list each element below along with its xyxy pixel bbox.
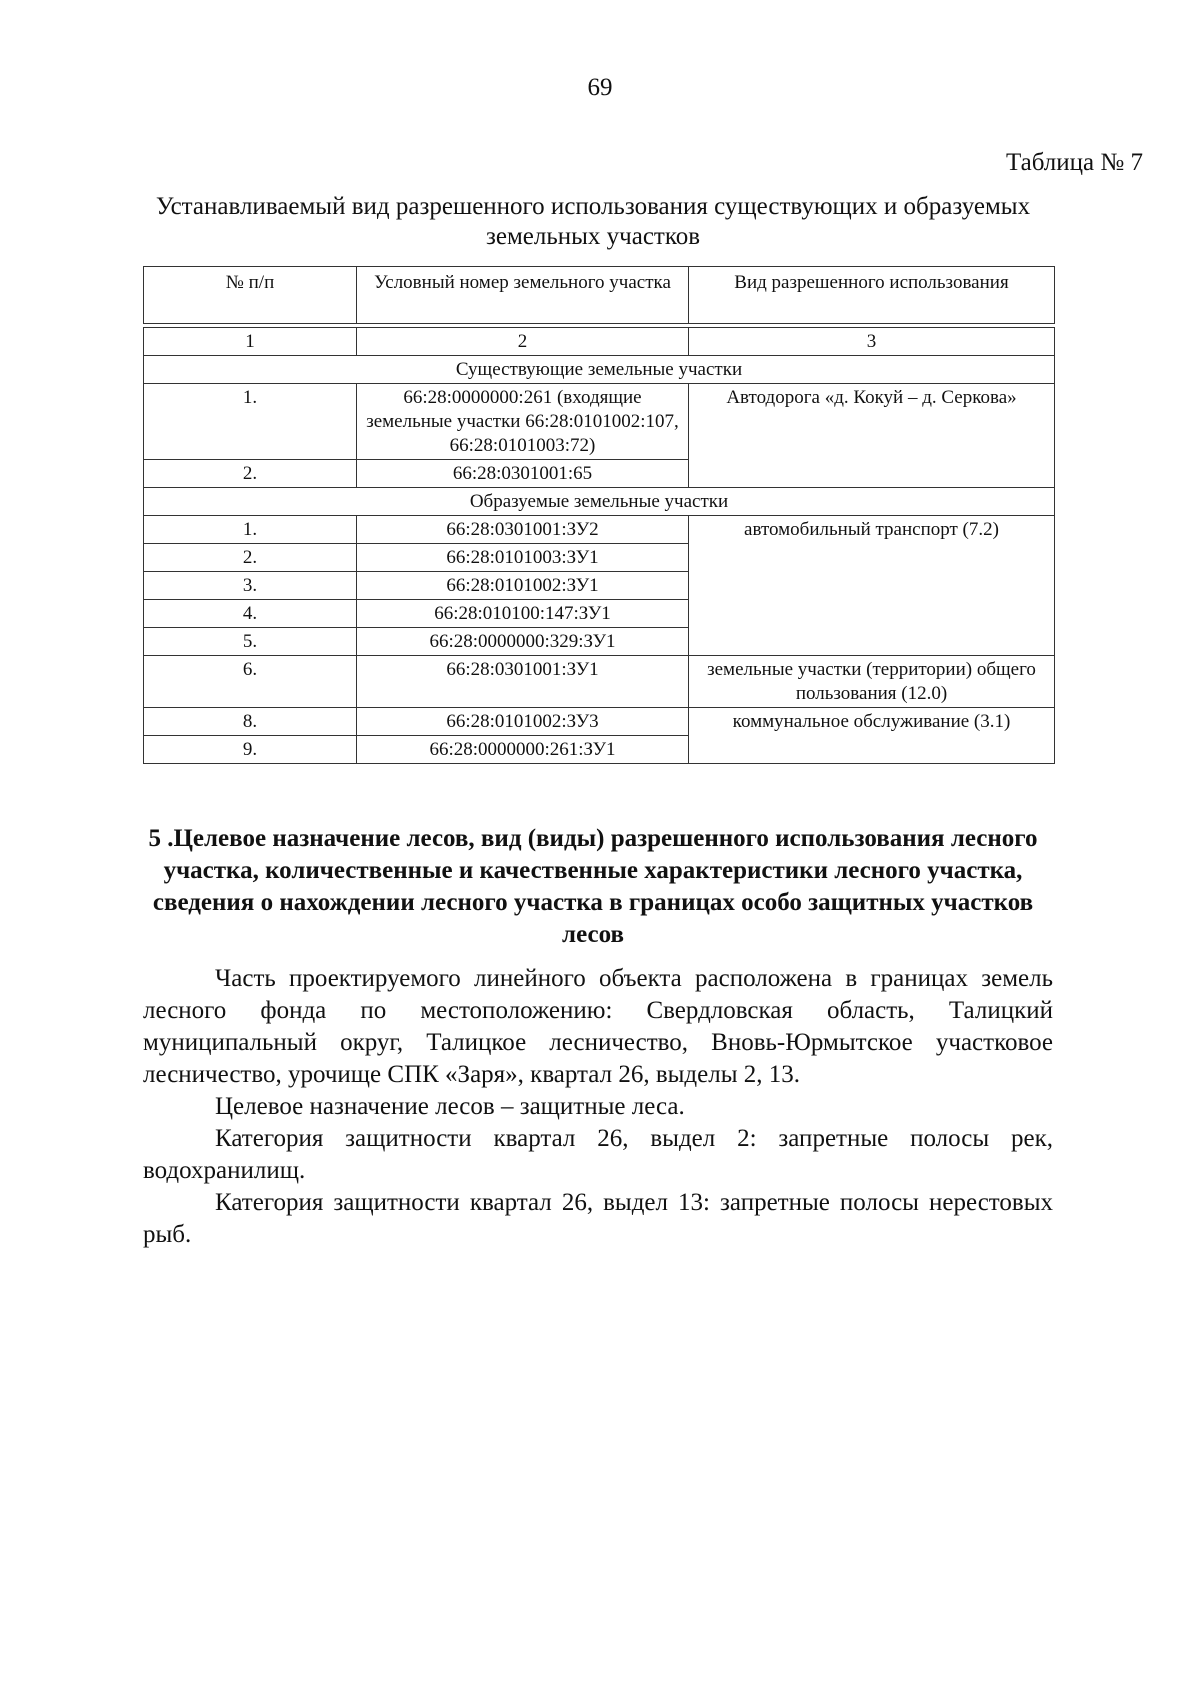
parcel-id: 66:28:0101002:ЗУ3 (357, 708, 689, 736)
parcel-id: 66:28:0101003:ЗУ1 (357, 544, 689, 572)
paragraph: Целевое назначение лесов – защитные леса. (215, 1093, 685, 1120)
row-number: 1. (144, 516, 357, 544)
parcel-id: 66:28:0301001:65 (357, 460, 689, 488)
row-number: 1. (144, 384, 357, 460)
section-heading: 5 .Целевое назначение лесов, вид (виды) разрешенного использования лесного участка, количественные и качественные характеристики лесного участка, сведения о нахождении лесного участка в границах особо защитных участков лесов (148, 825, 1038, 948)
table-row (144, 384, 1055, 460)
table-title: Устанавливаемый вид разрешенного использования существующих и образуемых земельных участков (155, 193, 1031, 250)
body-text (143, 963, 1053, 1251)
row-number: 4. (144, 600, 357, 628)
header-cell: № п/п (144, 267, 357, 324)
section-row-existing (144, 356, 1055, 384)
use-cell: коммунальное обслуживание (3.1) (689, 708, 1055, 764)
parcel-id: 66:28:0000000:329:ЗУ1 (357, 628, 689, 656)
paragraph: Категория защитности квартал 26, выдел 2: запретные полосы рек, водохранилищ. (143, 1125, 1053, 1184)
table-row (144, 708, 1055, 736)
parcel-id: 66:28:0000000:261:ЗУ1 (357, 736, 689, 764)
row-number: 8. (144, 708, 357, 736)
paragraph: Категория защитности квартал 26, выдел 13: запретные полосы нерестовых рыб. (143, 1189, 1053, 1248)
use-cell: Автодорога «д. Кокуй – д. Серкова» (689, 384, 1055, 488)
use-cell: автомобильный транспорт (7.2) (689, 516, 1055, 656)
header-cell: Условный номер земельного участка (357, 267, 689, 324)
column-number-cell: 2 (357, 328, 689, 356)
parcel-id: 66:28:010100:147:ЗУ1 (357, 600, 689, 628)
row-number: 9. (144, 736, 357, 764)
column-number-cell: 1 (144, 328, 357, 356)
row-number: 2. (144, 544, 357, 572)
row-number: 3. (144, 572, 357, 600)
section-label: Существующие земельные участки (144, 356, 1055, 384)
table-row (144, 516, 1055, 544)
page-number: 69 (587, 74, 613, 101)
row-number: 6. (144, 656, 357, 708)
use-cell: земельные участки (территории) общего пользования (12.0) (689, 656, 1055, 708)
parcel-id: 66:28:0301001:ЗУ1 (357, 656, 689, 708)
parcel-id: 66:28:0301001:ЗУ2 (357, 516, 689, 544)
table-header-row (144, 267, 1055, 324)
row-number: 5. (144, 628, 357, 656)
row-number: 2. (144, 460, 357, 488)
section-row-formed (144, 488, 1055, 516)
land-use-table (143, 266, 1055, 764)
parcel-id: 66:28:0101002:ЗУ1 (357, 572, 689, 600)
table-caption: Таблица № 7 (1005, 149, 1143, 176)
table-row (144, 656, 1055, 708)
column-number-row (144, 328, 1055, 356)
paragraph: Часть проектируемого линейного объекта расположена в границах земель лесного фонда по местоположению: Свердловская область, Талицкий муниципальный округ, Талицкое лесничество, Вновь-Юрмытское участковое лесничество, урочище СПК «Заря», квартал 26, выделы 2, 13. (143, 965, 1053, 1088)
section-label: Образуемые земельные участки (144, 488, 1055, 516)
column-number-cell: 3 (689, 328, 1055, 356)
header-cell: Вид разрешенного использования (689, 267, 1055, 324)
parcel-id: 66:28:0000000:261 (входящие земельные участки 66:28:0101002:107, 66:28:0101003:72) (357, 384, 689, 460)
